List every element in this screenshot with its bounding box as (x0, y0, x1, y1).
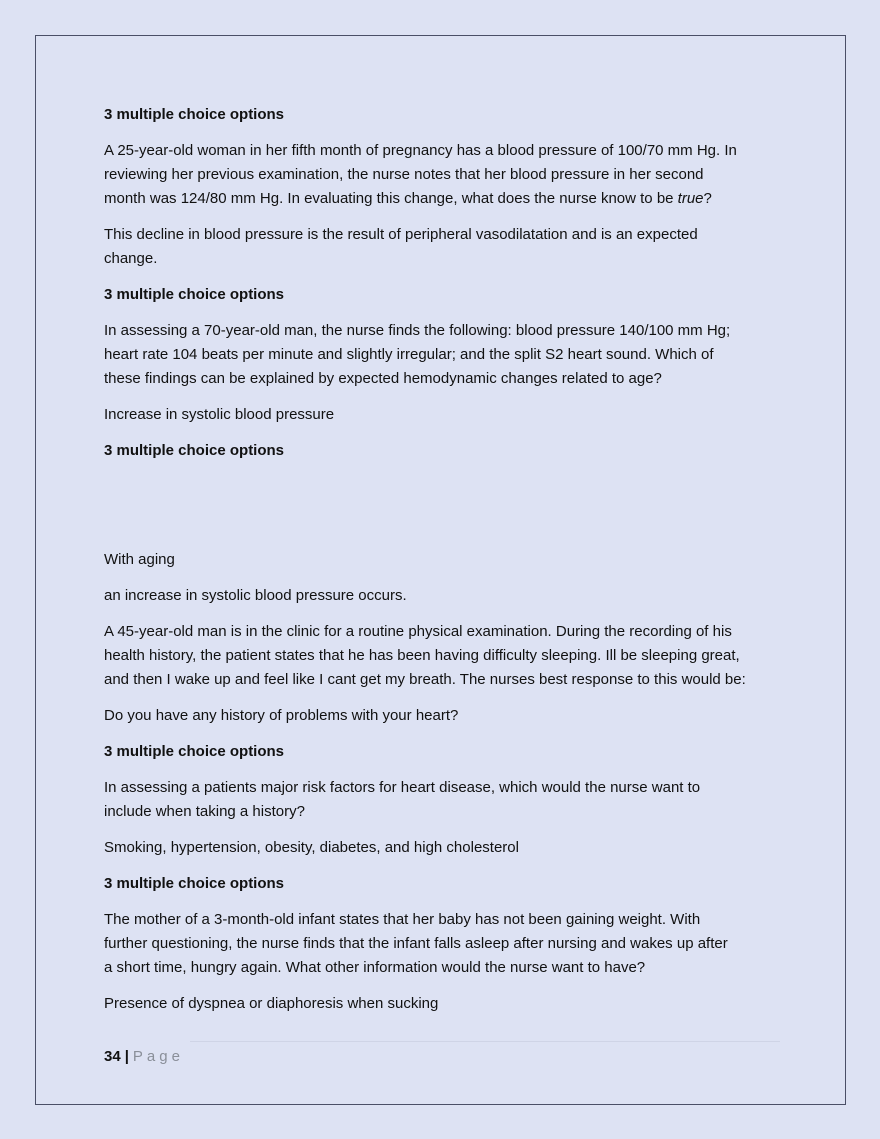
question-header (104, 740, 794, 764)
text-line: and then I wake up and feel like I cant get my breath. The nurses best response to this would be: (104, 671, 746, 688)
page-number: 34 (104, 1048, 121, 1065)
text-line: A 45-year-old man is in the clinic for a routine physical examination. During the recording of his (104, 623, 732, 640)
text-line: 3 multiple choice options (104, 743, 285, 760)
question-header (104, 872, 794, 896)
text-line: A 25-year-old woman in her fifth month of pregnancy has a blood pressure of 100/70 mm Hg. In (104, 142, 737, 159)
paragraph (104, 620, 794, 692)
paragraph (104, 139, 794, 211)
footer-separator: | (124, 1048, 129, 1065)
text-line: In assessing a 70-year-old man, the nurse finds the following: blood pressure 140/100 mm Hg; (104, 322, 731, 339)
paragraph (104, 776, 794, 824)
paragraph (104, 548, 794, 572)
text-line: 3 multiple choice options (104, 286, 285, 303)
question-header (104, 439, 794, 463)
text-line: a short time, hungry again. What other information would the nurse want to have? (104, 959, 646, 976)
page-footer (104, 1045, 184, 1069)
paragraph (104, 908, 794, 980)
text-line (104, 187, 794, 211)
paragraph (104, 403, 794, 427)
text-line: heart rate 104 beats per minute and slightly irregular; and the split S2 heart sound. Which of (104, 346, 714, 363)
text-line: an increase in systolic blood pressure occurs. (104, 587, 407, 604)
text-line: include when taking a history? (104, 803, 305, 820)
text-line: This decline in blood pressure is the result of peripheral vasodilatation and is an expected (104, 226, 698, 243)
text-segment: ? (703, 190, 712, 207)
text-line: these findings can be explained by expected hemodynamic changes related to age? (104, 370, 662, 387)
text-line: Smoking, hypertension, obesity, diabetes, and high cholesterol (104, 839, 519, 856)
paragraph (104, 319, 794, 391)
paragraph (104, 836, 794, 860)
text-line: The mother of a 3-month-old infant states that her baby has not been gaining weight. With (104, 911, 701, 928)
text-line: Increase in systolic blood pressure (104, 406, 335, 423)
text-line: further questioning, the nurse finds that the infant falls asleep after nursing and wakes up after (104, 935, 728, 952)
text-line: health history, the patient states that he has been having difficulty sleeping. Ill be sleeping great, (104, 647, 740, 664)
footer-rule (190, 1041, 780, 1042)
text-line: reviewing her previous examination, the nurse notes that her blood pressure in her second (104, 166, 704, 183)
question-header (104, 283, 794, 307)
italic-text: true (677, 190, 704, 207)
page-label: Page (132, 1048, 184, 1065)
text-line: 3 multiple choice options (104, 106, 285, 123)
paragraph (104, 223, 794, 271)
paragraph (104, 584, 794, 608)
text-line: change. (104, 250, 158, 267)
paragraph (104, 992, 794, 1016)
text-line: With aging (104, 551, 175, 568)
text-line: Presence of dyspnea or diaphoresis when sucking (104, 995, 439, 1012)
question-header (104, 103, 794, 127)
text-line: In assessing a patients major risk factors for heart disease, which would the nurse want to (104, 779, 701, 796)
text-line: 3 multiple choice options (104, 442, 285, 459)
text-line: 3 multiple choice options (104, 875, 285, 892)
paragraph (104, 704, 794, 728)
text-line: Do you have any history of problems with your heart? (104, 707, 459, 724)
text-segment: month was 124/80 mm Hg. In evaluating this change, what does the nurse know to be (104, 190, 678, 207)
